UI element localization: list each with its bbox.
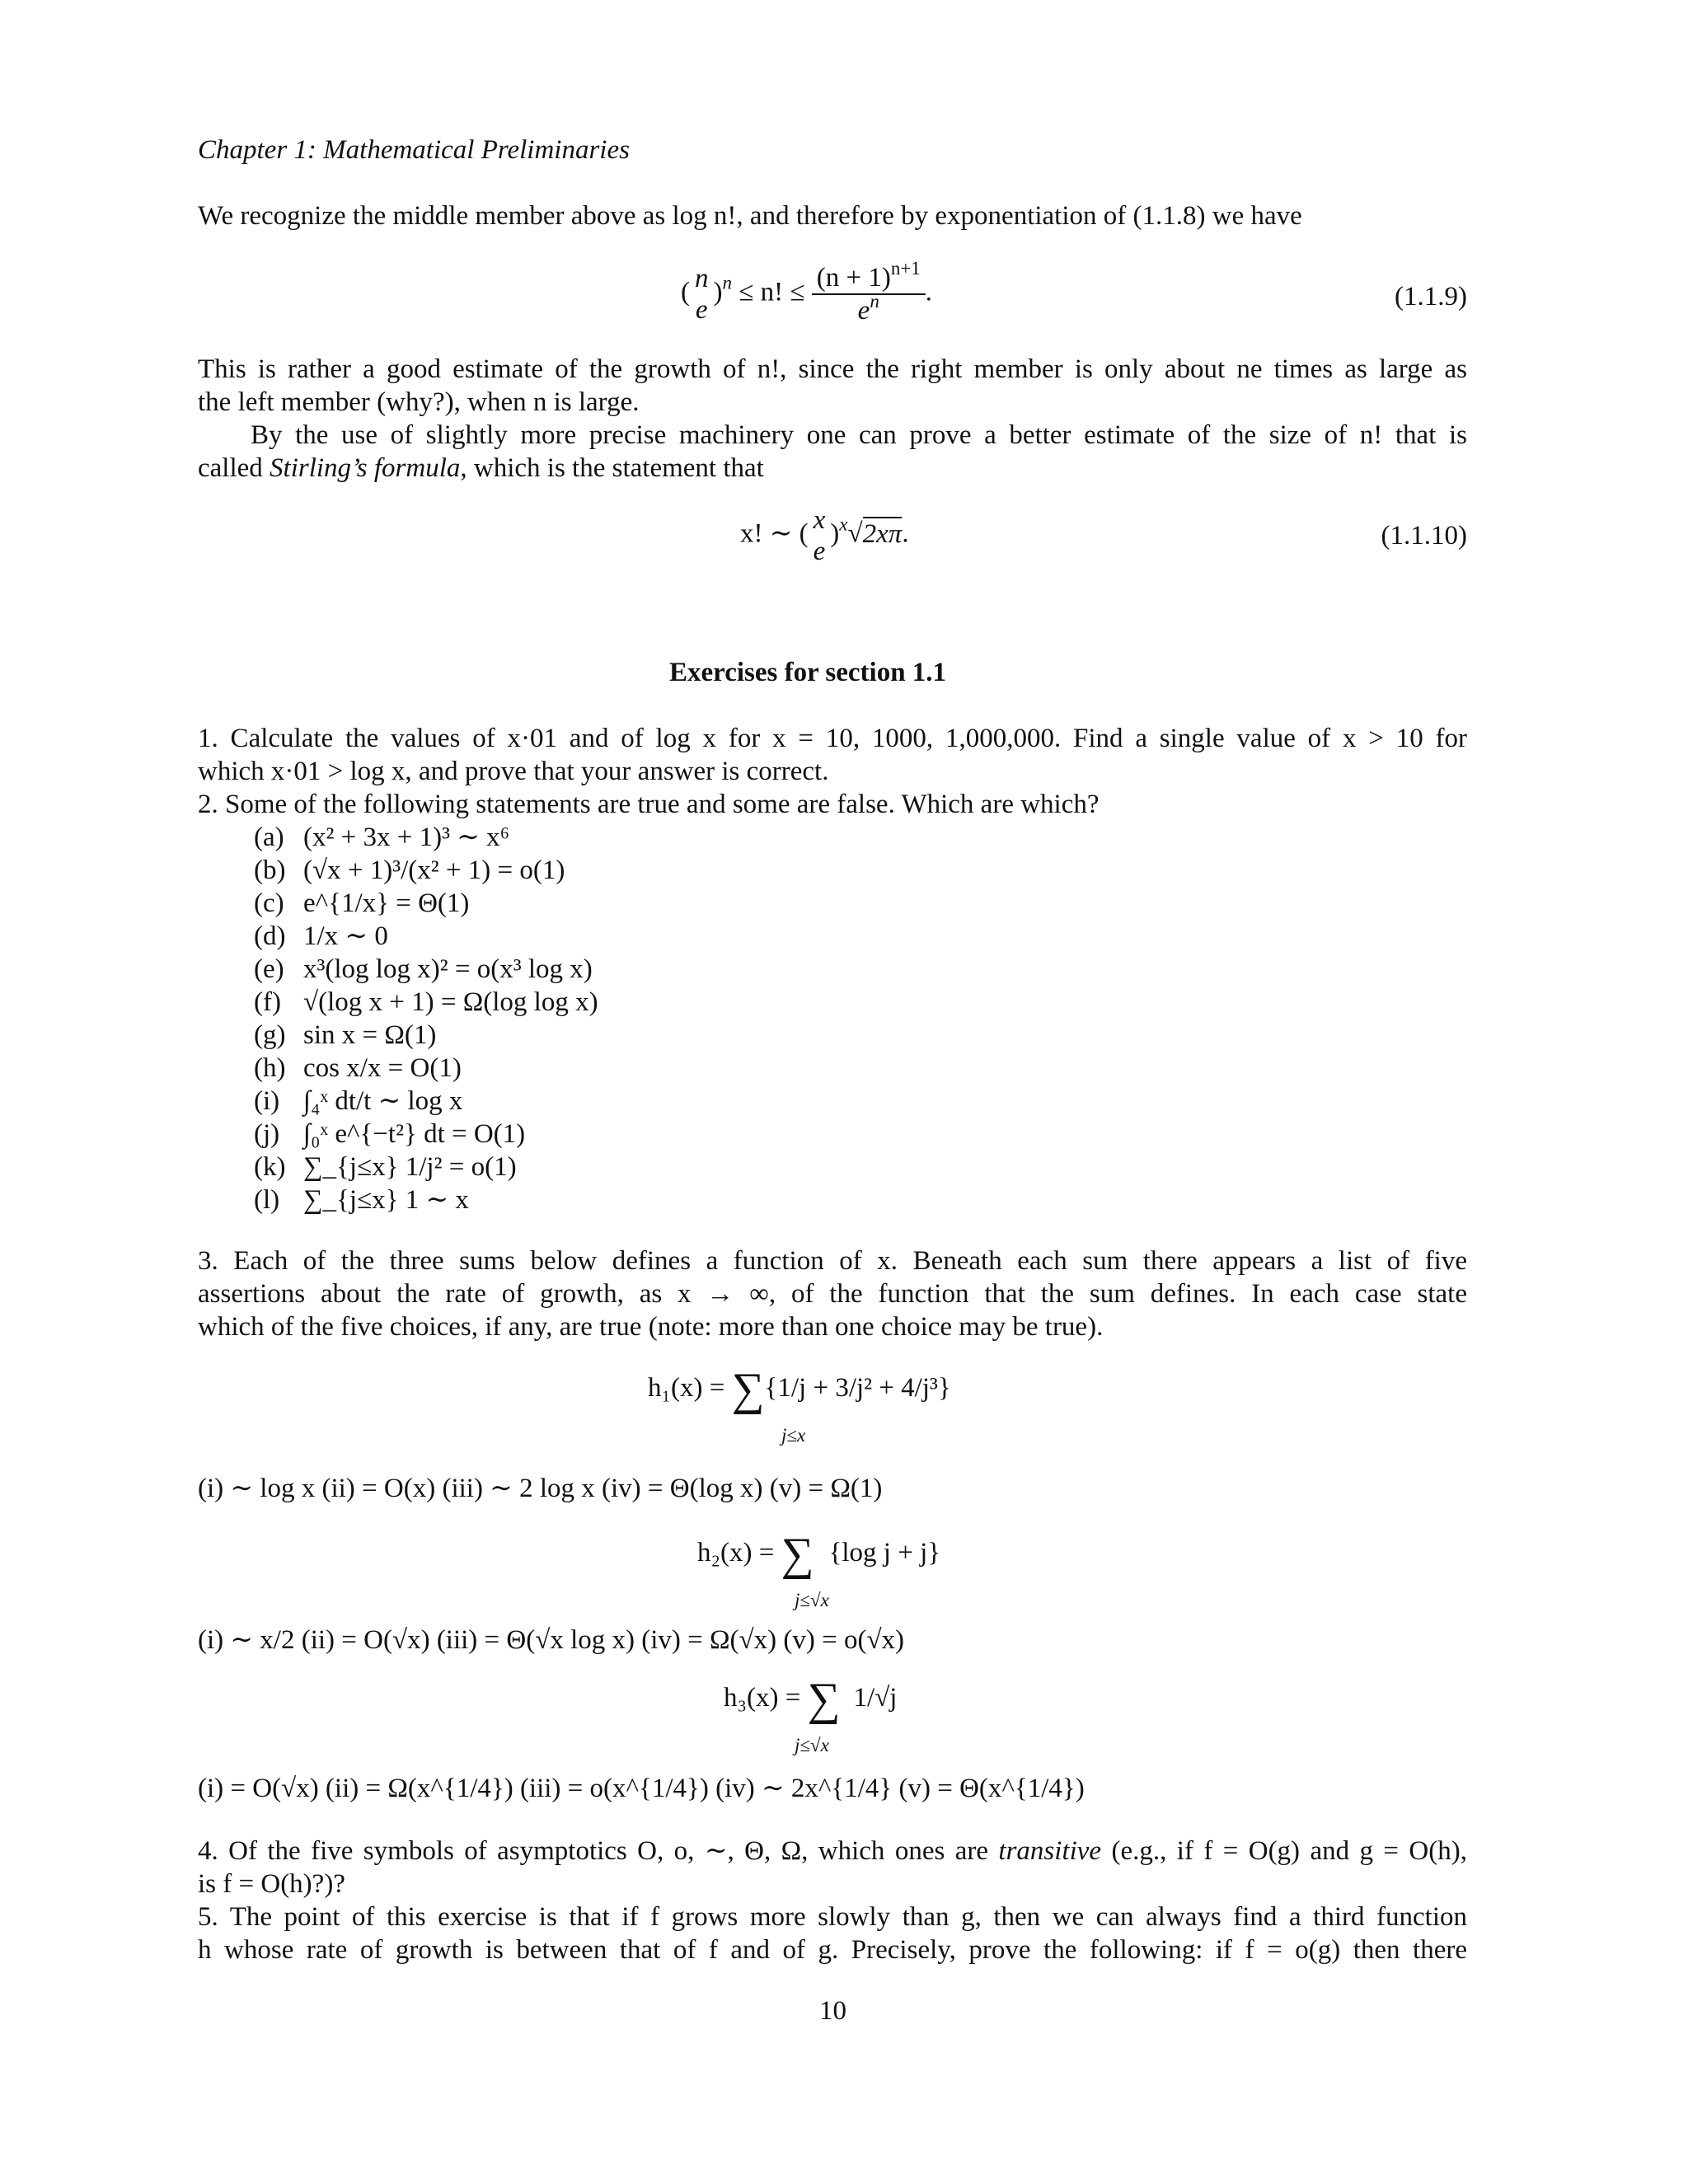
eq10-num: x bbox=[813, 505, 826, 535]
h2-definition bbox=[697, 1529, 941, 1580]
ex2-item bbox=[254, 920, 598, 953]
ex2-item-label: (k) bbox=[254, 1152, 286, 1182]
ex3-line-1: 3. Each of the three sums below defines a function of x. Beneath each sum there appears a list of five bbox=[198, 1246, 1467, 1276]
ex2-intro-line: 2. Some of the following statements are true and some are false. Which are which? bbox=[198, 790, 1100, 819]
h1-lhs: h₁(x) = bbox=[648, 1373, 732, 1403]
exercise-4 bbox=[198, 1835, 1467, 1900]
ex4-line1-start: 4. Of the five symbols of asymptotics O, o, ∼, Θ, Ω, which ones are bbox=[198, 1836, 999, 1866]
eq9-period: . bbox=[925, 277, 933, 307]
ex2-item-text: ∫₀ˣ e^{−t²} dt = O(1) bbox=[303, 1119, 526, 1149]
ex2-item-label: (j) bbox=[254, 1119, 280, 1149]
eq9-middle: ≤ n! ≤ bbox=[732, 277, 812, 307]
ex2-item-text: (√x + 1)³/(x² + 1) = o(1) bbox=[303, 855, 565, 885]
h3-body: 1/√j bbox=[853, 1683, 898, 1713]
ex2-item-label: (h) bbox=[254, 1053, 286, 1083]
ex3-line-3: which of the five choices, if any, are true (note: more than one choice may be true). bbox=[198, 1312, 1104, 1342]
ex2-item-text: √(log x + 1) = Ω(log log x) bbox=[303, 987, 598, 1017]
stirling-paragraph bbox=[198, 419, 1467, 485]
h2-lhs: h₂(x) = bbox=[697, 1538, 781, 1568]
para3-line2-end: , which is the statement that bbox=[460, 453, 764, 483]
ex2-item-label: (d) bbox=[254, 921, 286, 951]
exercise-2-list bbox=[254, 821, 598, 1216]
eq9-left-fraction bbox=[690, 263, 714, 326]
eq9-left-den: e bbox=[695, 295, 708, 325]
eq10-period: . bbox=[902, 518, 909, 549]
ex2-item bbox=[254, 887, 598, 920]
eq9-close-paren: ) bbox=[713, 277, 723, 307]
h1-choices: (i) ∼ log x (ii) = O(x) (iii) ∼ 2 log x (iv) = Θ(log x) (v) = Ω(1) bbox=[198, 1474, 883, 1503]
h2-sum-sign: ∑ bbox=[781, 1529, 814, 1580]
eq10-left: x! ∼ ( bbox=[740, 518, 809, 549]
ex5-line-1: 5. The point of this exercise is that if f grows more slowly than g, then we can always find a third function bbox=[198, 1902, 1467, 1932]
eq9-right-num bbox=[812, 258, 926, 295]
equation-number-1-1-10: (1.1.10) bbox=[1381, 521, 1467, 551]
running-header: Chapter 1: Mathematical Preliminaries bbox=[198, 135, 630, 165]
ex2-item-label: (c) bbox=[254, 888, 284, 918]
ex2-item-text: 1/x ∼ 0 bbox=[303, 921, 388, 951]
h2-body: {log j + j} bbox=[828, 1538, 941, 1568]
ex2-item-text: e^{1/x} = Θ(1) bbox=[303, 888, 470, 918]
ex2-item-label: (g) bbox=[254, 1020, 286, 1050]
eq9-right-den-exp: n bbox=[870, 291, 879, 312]
page-number: 10 bbox=[819, 1996, 846, 2026]
ex2-item-label: (i) bbox=[254, 1086, 280, 1116]
eq9-left-num: n bbox=[695, 264, 709, 293]
eq9-right-fraction bbox=[812, 258, 926, 326]
ex4-line-2: is f = O(h)?)? bbox=[198, 1869, 345, 1899]
ex2-item bbox=[254, 986, 598, 1019]
equation-number-1-1-9: (1.1.9) bbox=[1395, 282, 1467, 312]
eq9-right-den bbox=[812, 291, 926, 326]
transitive-term: transitive bbox=[998, 1836, 1102, 1866]
h2-choices: (i) ∼ x/2 (ii) = O(√x) (iii) = Θ(√x log x) (iv) = Ω(√x) (v) = o(√x) bbox=[198, 1625, 905, 1655]
ex2-item bbox=[254, 953, 598, 986]
ex3-line-2: assertions about the rate of growth, as x → ∞, of the function that the sum defines. In each case state bbox=[198, 1279, 1467, 1309]
exercise-2-intro bbox=[198, 788, 1467, 821]
ex2-item-text: x³(log log x)² = o(x³ log x) bbox=[303, 954, 593, 984]
eq9-left-exponent: n bbox=[722, 272, 732, 293]
h3-sum-index: j≤√x bbox=[795, 1735, 829, 1755]
eq9-open-paren: ( bbox=[681, 277, 690, 307]
eq10-sqrt-sign: √ bbox=[847, 518, 863, 549]
ex2-item bbox=[254, 821, 598, 854]
eq9-right-num-exp: n+1 bbox=[890, 258, 921, 279]
para3-line-1: By the use of slightly more precise machinery one can prove a better estimate of the size of n! that is bbox=[251, 420, 1467, 450]
h1-definition bbox=[648, 1364, 951, 1415]
ex2-item bbox=[254, 1151, 598, 1183]
ex2-item bbox=[254, 854, 598, 887]
ex2-item-label: (f) bbox=[254, 987, 281, 1017]
exercise-1 bbox=[198, 722, 1467, 788]
h1-sum-index: j≤x bbox=[781, 1425, 806, 1446]
ex2-item-label: (l) bbox=[254, 1185, 280, 1215]
stirlings-formula-term: Stirling’s formula bbox=[270, 453, 461, 483]
h1-sum-sign: ∑ bbox=[731, 1364, 765, 1415]
ex4-line-1 bbox=[198, 1835, 1467, 1868]
ex2-item-label: (e) bbox=[254, 954, 284, 984]
h3-definition bbox=[724, 1674, 898, 1725]
equation-1-1-10 bbox=[740, 504, 909, 567]
growth-estimate-paragraph bbox=[198, 353, 1467, 419]
eq10-den: e bbox=[813, 537, 826, 566]
exercise-5 bbox=[198, 1900, 1467, 1966]
exercises-heading: Exercises for section 1.1 bbox=[669, 658, 947, 687]
ex2-item-text: (x² + 3x + 1)³ ∼ x⁶ bbox=[303, 823, 510, 852]
ex2-item bbox=[254, 1019, 598, 1052]
intro-line: We recognize the middle member above as log n!, and therefore by exponentiation of (1.1.8) we have bbox=[198, 201, 1302, 231]
para2-line-1: This is rather a good estimate of the growth of n!, since the right member is only about ne times as large as bbox=[198, 354, 1467, 384]
ex2-item-text: cos x/x = O(1) bbox=[303, 1053, 462, 1083]
ex2-item-label: (a) bbox=[254, 823, 284, 852]
equation-1-1-9 bbox=[681, 258, 933, 326]
para2-line-2: the left member (why?), when n is large. bbox=[198, 387, 640, 417]
intro-paragraph bbox=[198, 199, 1467, 232]
para3-line-2 bbox=[198, 452, 1467, 485]
para3-line2-start: called bbox=[198, 453, 270, 483]
h3-sum-sign: ∑ bbox=[807, 1674, 841, 1725]
h3-choices: (i) = O(√x) (ii) = Ω(x^{1/4}) (iii) = o(x^{1/4}) (iv) ∼ 2x^{1/4} (v) = Θ(x^{1/4}) bbox=[198, 1774, 1085, 1803]
ex2-item bbox=[254, 1052, 598, 1085]
ex1-line-2: which x·01 > log x, and prove that your answer is correct. bbox=[198, 757, 829, 786]
exercise-3 bbox=[198, 1244, 1467, 1343]
eq10-sqrt-body: 2xπ bbox=[863, 517, 903, 549]
ex1-line-1: 1. Calculate the values of x·01 and of log x for x = 10, 1000, 1,000,000. Find a single value of x > 10 for bbox=[198, 724, 1467, 753]
eq10-exponent: x bbox=[839, 513, 848, 535]
ex2-item-label: (b) bbox=[254, 855, 286, 885]
ex2-item-text: ∑_{j≤x} 1/j² = o(1) bbox=[303, 1152, 517, 1182]
eq9-right-den-base: e bbox=[857, 296, 870, 326]
h2-sum-index: j≤√x bbox=[795, 1590, 829, 1610]
ex2-item-text: sin x = Ω(1) bbox=[303, 1020, 437, 1050]
h1-body: {1/j + 3/j² + 4/j³} bbox=[764, 1373, 951, 1403]
eq10-close: ) bbox=[830, 518, 840, 549]
ex2-item bbox=[254, 1183, 598, 1216]
eq10-fraction bbox=[809, 504, 831, 567]
ex2-item bbox=[254, 1085, 598, 1118]
ex2-item-text: ∑_{j≤x} 1 ∼ x bbox=[303, 1185, 469, 1215]
ex2-item-text: ∫₄ˣ dt/t ∼ log x bbox=[303, 1086, 463, 1116]
eq9-right-num-base: (n + 1) bbox=[816, 263, 891, 293]
h3-lhs: h₃(x) = bbox=[724, 1683, 808, 1713]
ex4-line1-end: (e.g., if f = O(g) and g = O(h), bbox=[1101, 1836, 1467, 1866]
ex2-item bbox=[254, 1118, 598, 1151]
ex5-line-2: h whose rate of growth is between that of f and of g. Precisely, prove the following: if f = o(g) then there bbox=[198, 1935, 1467, 1965]
